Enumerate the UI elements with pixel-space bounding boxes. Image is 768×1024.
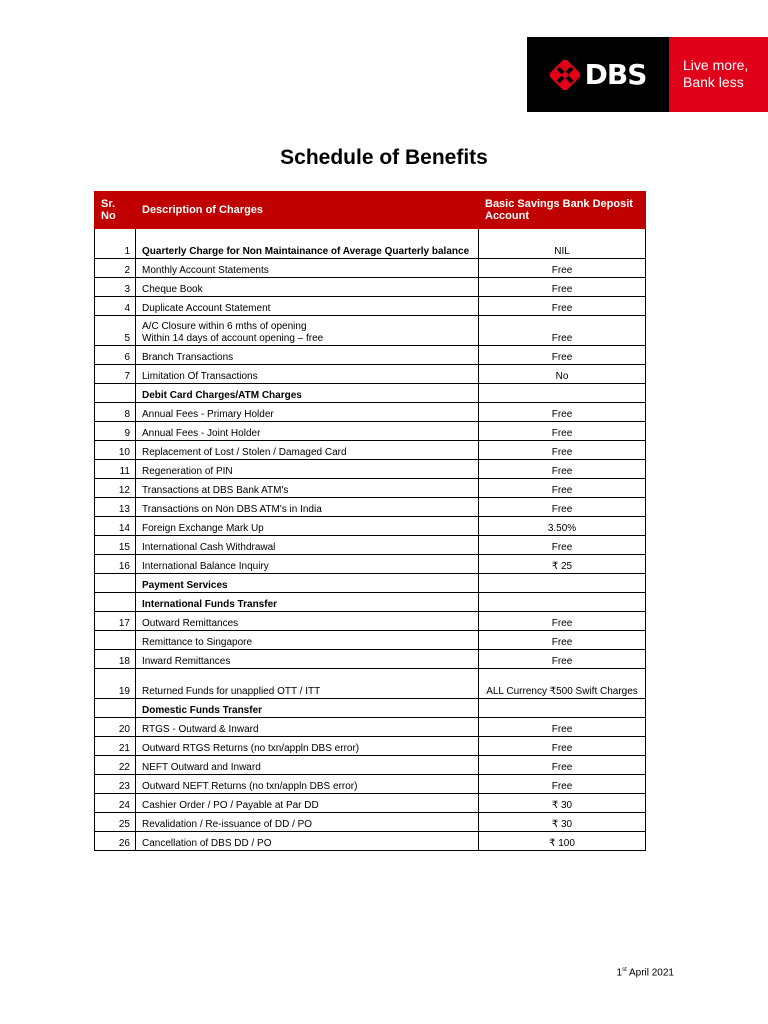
- description-cell: Revalidation / Re-issuance of DD / PO: [136, 813, 479, 832]
- value-cell: ₹ 100: [479, 832, 646, 851]
- table-row: [95, 365, 646, 384]
- table-row: [95, 737, 646, 756]
- sr-cell: [95, 574, 136, 593]
- tagline-line1: Live more,: [683, 57, 749, 73]
- logo-mark: [550, 58, 647, 91]
- section-row: [95, 574, 646, 593]
- description-cell: International Funds Transfer: [136, 593, 479, 612]
- sr-cell: 7: [95, 365, 136, 384]
- value-cell: [479, 593, 646, 612]
- value-cell: Free: [479, 650, 646, 669]
- value-cell: Free: [479, 316, 646, 346]
- description-cell: Regeneration of PIN: [136, 460, 479, 479]
- description-cell: RTGS - Outward & Inward: [136, 718, 479, 737]
- value-cell: ₹ 30: [479, 794, 646, 813]
- value-cell: Free: [479, 460, 646, 479]
- sr-cell: 15: [95, 536, 136, 555]
- section-row: [95, 384, 646, 403]
- sr-cell: [95, 631, 136, 650]
- table-row: [95, 813, 646, 832]
- value-cell: Free: [479, 403, 646, 422]
- description-cell: International Cash Withdrawal: [136, 536, 479, 555]
- value-cell: Free: [479, 718, 646, 737]
- value-cell: [479, 699, 646, 718]
- description-cell: Foreign Exchange Mark Up: [136, 517, 479, 536]
- table-row: [95, 278, 646, 297]
- table-row: [95, 669, 646, 699]
- section-row: [95, 593, 646, 612]
- value-cell: Free: [479, 278, 646, 297]
- description-cell: Annual Fees - Joint Holder: [136, 422, 479, 441]
- sr-cell: 4: [95, 297, 136, 316]
- description-cell: Outward RTGS Returns (no txn/appln DBS error): [136, 737, 479, 756]
- sr-cell: 3: [95, 278, 136, 297]
- description-cell: Annual Fees - Primary Holder: [136, 403, 479, 422]
- value-cell: Free: [479, 259, 646, 278]
- value-cell: NIL: [479, 229, 646, 259]
- description-cell: Payment Services: [136, 574, 479, 593]
- table-row: [95, 498, 646, 517]
- sr-cell: 24: [95, 794, 136, 813]
- logo-tagline-panel: [669, 37, 768, 112]
- document-date: [617, 967, 675, 978]
- table-row: [95, 297, 646, 316]
- description-cell: Duplicate Account Statement: [136, 297, 479, 316]
- value-cell: Free: [479, 498, 646, 517]
- sr-cell: 9: [95, 422, 136, 441]
- sr-cell: [95, 699, 136, 718]
- table-header-row: [95, 192, 646, 229]
- value-cell: Free: [479, 422, 646, 441]
- description-cell: Cheque Book: [136, 278, 479, 297]
- description-cell: International Balance Inquiry: [136, 555, 479, 574]
- dbs-star-icon: [550, 60, 580, 90]
- value-cell: ALL Currency ₹500 Swift Charges: [479, 669, 646, 699]
- sr-cell: 1: [95, 229, 136, 259]
- value-cell: Free: [479, 346, 646, 365]
- value-cell: Free: [479, 297, 646, 316]
- value-cell: Free: [479, 756, 646, 775]
- header-sr-no: Sr. No: [95, 192, 136, 229]
- table-row: [95, 794, 646, 813]
- table-row: [95, 229, 646, 259]
- sr-cell: 23: [95, 775, 136, 794]
- sr-cell: 17: [95, 612, 136, 631]
- table-row: [95, 517, 646, 536]
- table-row: [95, 422, 646, 441]
- value-cell: Free: [479, 441, 646, 460]
- table-row: [95, 832, 646, 851]
- table-row: [95, 775, 646, 794]
- value-cell: [479, 574, 646, 593]
- description-cell: NEFT Outward and Inward: [136, 756, 479, 775]
- sr-cell: 2: [95, 259, 136, 278]
- sr-cell: 10: [95, 441, 136, 460]
- logo-black-panel: [527, 37, 669, 112]
- table-row: [95, 612, 646, 631]
- value-cell: Free: [479, 612, 646, 631]
- description-cell: Cancellation of DBS DD / PO: [136, 832, 479, 851]
- table-row: [95, 403, 646, 422]
- description-cell: A/C Closure within 6 mths of opening Within 14 days of account opening – free: [136, 316, 479, 346]
- description-cell: Debit Card Charges/ATM Charges: [136, 384, 479, 403]
- page-title: Schedule of Benefits: [280, 146, 488, 169]
- sr-cell: 18: [95, 650, 136, 669]
- table-row: [95, 316, 646, 346]
- description-cell: Cashier Order / PO / Payable at Par DD: [136, 794, 479, 813]
- description-cell: Domestic Funds Transfer: [136, 699, 479, 718]
- sr-cell: 6: [95, 346, 136, 365]
- value-cell: Free: [479, 479, 646, 498]
- description-cell: Outward Remittances: [136, 612, 479, 631]
- table-row: [95, 346, 646, 365]
- benefits-table: [94, 191, 646, 851]
- header-description: Description of Charges: [136, 192, 479, 229]
- date-rest: April 2021: [626, 967, 674, 979]
- tagline-line2: Bank less: [683, 74, 744, 90]
- sr-cell: 20: [95, 718, 136, 737]
- description-cell: Quarterly Charge for Non Maintainance of Average Quarterly balance: [136, 229, 479, 259]
- description-cell: Remittance to Singapore: [136, 631, 479, 650]
- sr-cell: 22: [95, 756, 136, 775]
- dbs-logo: [527, 37, 768, 112]
- value-cell: Free: [479, 536, 646, 555]
- table-body: [95, 229, 646, 851]
- value-cell: No: [479, 365, 646, 384]
- sr-cell: 8: [95, 403, 136, 422]
- sr-cell: 5: [95, 316, 136, 346]
- description-cell: Inward Remittances: [136, 650, 479, 669]
- table-row: [95, 756, 646, 775]
- sr-cell: 25: [95, 813, 136, 832]
- description-cell: Monthly Account Statements: [136, 259, 479, 278]
- sr-cell: [95, 593, 136, 612]
- date-day: 1: [616, 967, 623, 979]
- sr-cell: 26: [95, 832, 136, 851]
- header-account: Basic Savings Bank Deposit Account: [479, 192, 646, 229]
- table-row: [95, 441, 646, 460]
- description-cell: Transactions on Non DBS ATM's in India: [136, 498, 479, 517]
- sr-cell: 13: [95, 498, 136, 517]
- table-row: [95, 718, 646, 737]
- sr-cell: 14: [95, 517, 136, 536]
- sr-cell: 12: [95, 479, 136, 498]
- description-cell: Replacement of Lost / Stolen / Damaged Card: [136, 441, 479, 460]
- value-cell: ₹ 30: [479, 813, 646, 832]
- description-cell: Branch Transactions: [136, 346, 479, 365]
- description-cell: Transactions at DBS Bank ATM's: [136, 479, 479, 498]
- value-cell: Free: [479, 631, 646, 650]
- table-row: [95, 259, 646, 278]
- description-cell: Limitation Of Transactions: [136, 365, 479, 384]
- value-cell: ₹ 25: [479, 555, 646, 574]
- table-row: [95, 460, 646, 479]
- sr-cell: 16: [95, 555, 136, 574]
- date-suffix: st: [622, 967, 627, 973]
- sr-cell: [95, 384, 136, 403]
- section-row: [95, 699, 646, 718]
- value-cell: Free: [479, 775, 646, 794]
- value-cell: [479, 384, 646, 403]
- sr-cell: 11: [95, 460, 136, 479]
- table-row: [95, 536, 646, 555]
- logo-brand-text: DBS: [584, 58, 647, 91]
- sr-cell: 21: [95, 737, 136, 756]
- value-cell: Free: [479, 737, 646, 756]
- value-cell: 3.50%: [479, 517, 646, 536]
- description-cell: Returned Funds for unapplied OTT / ITT: [136, 669, 479, 699]
- table-row: [95, 631, 646, 650]
- table-row: [95, 555, 646, 574]
- sr-cell: 19: [95, 669, 136, 699]
- description-cell: Outward NEFT Returns (no txn/appln DBS error): [136, 775, 479, 794]
- table-row: [95, 650, 646, 669]
- table-row: [95, 479, 646, 498]
